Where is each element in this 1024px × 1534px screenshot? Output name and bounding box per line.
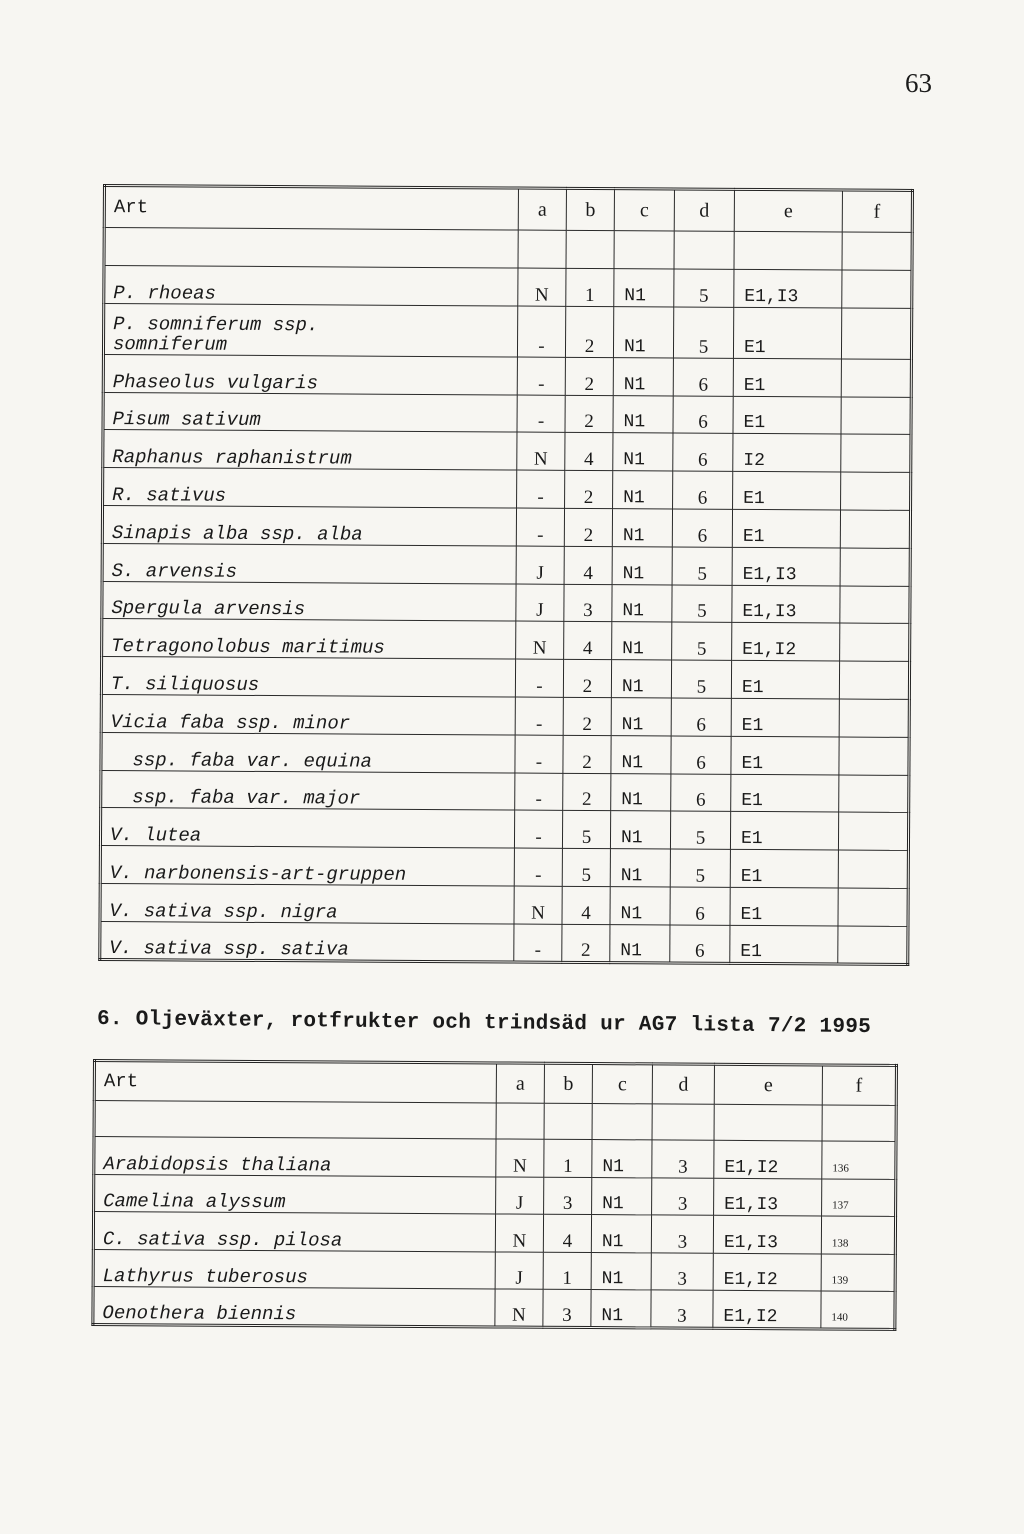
cell-d: 3 (651, 1290, 713, 1328)
cell-f (841, 359, 911, 397)
cell-d: 3 (652, 1178, 714, 1216)
cell-a: N (496, 1139, 544, 1177)
cell-b: 2 (563, 659, 611, 697)
cell-f (841, 308, 911, 359)
table-row (100, 883, 908, 926)
cell-c: N1 (610, 924, 670, 962)
spacer-row (104, 228, 912, 271)
cell-e: E1,I2 (713, 1253, 821, 1291)
cell-b: 1 (566, 268, 614, 306)
species-name-cell: C. sativa ssp. pilosa (93, 1212, 495, 1252)
species-name-line-1: P. somniferum ssp. (113, 312, 319, 337)
cell-d: 6 (670, 887, 730, 925)
cell-c: N1 (613, 357, 673, 395)
column-header-b: b (566, 188, 614, 230)
cell-c: N1 (591, 1290, 651, 1328)
cell-b: 3 (564, 584, 612, 622)
cell-d: 5 (673, 307, 733, 358)
table-row (103, 392, 911, 435)
cell-f (839, 775, 909, 813)
cell-a: - (514, 810, 562, 848)
cell-c: N1 (592, 1177, 652, 1215)
cell-e: E1,I3 (732, 585, 840, 623)
cell-d: 5 (670, 849, 730, 887)
table-row (102, 619, 910, 662)
cell-c: N1 (591, 1252, 651, 1290)
cell-e: E1,I3 (734, 269, 842, 307)
cell-e: E1 (733, 396, 841, 434)
cell-f (839, 661, 909, 699)
cell-e: E1 (731, 774, 839, 812)
cell-c: N1 (592, 1140, 652, 1178)
cell-c: N1 (613, 471, 673, 509)
table-row (94, 1137, 896, 1179)
section-heading: 6. Oljeväxter, rotfrukter och trindsäd ur AG7 lista 7/2 1995 (96, 1008, 872, 1040)
table-row (100, 846, 908, 889)
table-row (100, 921, 908, 964)
table-row (100, 808, 908, 851)
cell-f (842, 270, 912, 308)
species-name-cell: R. sativus (103, 468, 517, 508)
cell-c: N1 (610, 811, 670, 849)
cell-e: E1,I2 (713, 1291, 821, 1329)
cell-f (839, 699, 909, 737)
table-row (101, 732, 909, 775)
cell-c: N1 (611, 698, 671, 736)
cell-b: 2 (562, 924, 610, 962)
cell-f: 136 (822, 1141, 896, 1179)
cell-b: 4 (564, 546, 612, 584)
spacer-row (94, 1101, 896, 1142)
table-row (102, 581, 910, 624)
cell-b: 1 (543, 1252, 591, 1290)
cell-f (840, 510, 910, 548)
column-header-a: a (518, 188, 566, 230)
cell-b: 4 (543, 1214, 591, 1252)
cell-e: E1,I2 (732, 623, 840, 661)
cell-b: 3 (543, 1290, 591, 1328)
cell-e: E1,I3 (732, 547, 840, 585)
table-header-row (94, 1061, 896, 1106)
cell-e: I2 (733, 434, 841, 472)
cell-f (840, 623, 910, 661)
table-row (93, 1287, 895, 1329)
table-row (101, 657, 909, 700)
cell-d: 3 (652, 1140, 714, 1178)
cell-a: N (495, 1214, 543, 1252)
cell-f (840, 586, 910, 624)
cell-b: 2 (565, 357, 613, 395)
cell-a: - (517, 306, 565, 357)
cell-a: N (516, 621, 564, 659)
table-2-body (93, 1137, 896, 1330)
cell-a: N (518, 268, 566, 306)
cell-a: - (514, 848, 562, 886)
cell-b: 2 (563, 735, 611, 773)
column-header-d: d (652, 1064, 714, 1104)
species-name-cell: Oenothera biennis (93, 1287, 495, 1327)
cell-a: - (516, 508, 564, 546)
cell-e: E1 (730, 850, 838, 888)
cell-d: 3 (651, 1253, 713, 1291)
table-row (102, 505, 910, 548)
species-name-cell: V. lutea (100, 808, 514, 848)
cell-d: 6 (671, 774, 731, 812)
table-row (103, 354, 911, 397)
table-row (104, 266, 912, 309)
species-name-cell: V. sativa ssp. nigra (100, 883, 514, 923)
cell-f: 140 (821, 1291, 895, 1329)
cell-b: 3 (544, 1177, 592, 1215)
cell-a: - (515, 697, 563, 735)
species-table-2 (91, 1059, 898, 1331)
species-name-cell: V. narbonensis-art-gruppen (100, 846, 514, 886)
cell-b: 2 (563, 697, 611, 735)
column-header-d: d (674, 189, 734, 231)
cell-a: J (496, 1177, 544, 1215)
table-row (103, 468, 911, 511)
cell-f: 137 (822, 1179, 896, 1217)
column-header-b: b (544, 1063, 592, 1103)
cell-d: 6 (673, 358, 733, 396)
cell-e: E1 (730, 887, 838, 925)
table-row (102, 543, 910, 586)
cell-f (840, 548, 910, 586)
cell-a: - (515, 659, 563, 697)
species-name-cell: Lathyrus tuberosus (93, 1249, 495, 1289)
cell-d: 3 (651, 1215, 713, 1253)
cell-e: E1 (731, 736, 839, 774)
cell-f (838, 926, 908, 964)
table-header-row (104, 186, 912, 233)
cell-a: J (516, 584, 564, 622)
cell-c: N1 (614, 269, 674, 307)
table-row (93, 1212, 895, 1254)
cell-c: N1 (612, 584, 672, 622)
species-name-cell: ssp. faba var. equina (101, 732, 515, 772)
cell-d: 6 (673, 471, 733, 509)
cell-e: E1 (730, 925, 838, 963)
column-header-art: Art (104, 186, 518, 231)
cell-d: 6 (670, 925, 730, 963)
cell-c: N1 (591, 1215, 651, 1253)
cell-a: N (495, 1289, 543, 1327)
species-name-cell: Raphanus raphanistrum (103, 430, 517, 470)
table-row (101, 694, 909, 737)
cell-e: E1,I2 (714, 1140, 822, 1178)
cell-f (841, 434, 911, 472)
cell-e: E1,I3 (714, 1178, 822, 1216)
species-name-cell: V. sativa ssp. sativa (100, 921, 514, 961)
cell-a: - (515, 773, 563, 811)
cell-e: E1 (733, 358, 841, 396)
cell-f (838, 850, 908, 888)
table-row (94, 1174, 896, 1216)
cell-d: 6 (671, 736, 731, 774)
cell-d: 5 (672, 585, 732, 623)
cell-d: 6 (673, 433, 733, 471)
cell-c: N1 (613, 306, 673, 357)
cell-e: E1 (733, 472, 841, 510)
column-header-c: c (614, 189, 674, 231)
species-table-1 (98, 184, 914, 965)
cell-e: E1 (733, 307, 841, 359)
species-name-cell: P. rhoeas (104, 266, 518, 306)
cell-a: J (495, 1252, 543, 1290)
cell-d: 5 (670, 811, 730, 849)
species-name-cell: Tetragonolobus maritimus (102, 619, 516, 659)
species-name-cell: Sinapis alba ssp. alba (102, 505, 516, 545)
table-row (103, 303, 911, 359)
species-name-cell: ssp. faba var. major (101, 770, 515, 810)
cell-b: 2 (565, 471, 613, 509)
column-header-a: a (496, 1063, 544, 1103)
cell-b: 5 (562, 848, 610, 886)
table-1-body (100, 266, 912, 964)
cell-c: N1 (611, 660, 671, 698)
cell-c: N1 (611, 773, 671, 811)
cell-c: N1 (613, 433, 673, 471)
cell-d: 6 (671, 698, 731, 736)
cell-c: N1 (611, 735, 671, 773)
cell-a: N (517, 432, 565, 470)
cell-b: 2 (563, 773, 611, 811)
table-row (103, 430, 911, 473)
cell-b: 2 (564, 508, 612, 546)
cell-f: 138 (821, 1216, 895, 1254)
cell-d: 5 (674, 269, 734, 307)
species-name-cell: S. arvensis (102, 543, 516, 583)
cell-c: N1 (612, 509, 672, 547)
cell-c: N1 (612, 546, 672, 584)
cell-b: 4 (565, 433, 613, 471)
cell-a: J (516, 546, 564, 584)
column-header-e: e (714, 1064, 822, 1105)
column-header-c: c (592, 1064, 652, 1104)
cell-b: 4 (562, 886, 610, 924)
species-name-cell: Phaseolus vulgaris (103, 354, 517, 394)
column-header-e: e (734, 189, 842, 232)
cell-b: 1 (544, 1139, 592, 1177)
cell-f (841, 472, 911, 510)
species-name-line-2: somniferum (112, 332, 228, 356)
cell-e: E1,I3 (713, 1215, 821, 1253)
species-name-cell: Arabidopsis thaliana (94, 1137, 496, 1177)
cell-a: - (514, 924, 562, 962)
cell-f (838, 812, 908, 850)
cell-e: E1 (731, 698, 839, 736)
cell-a: N (514, 886, 562, 924)
species-name-cell: Camelina alyssum (94, 1174, 496, 1214)
column-header-f: f (822, 1065, 896, 1105)
table-row (101, 770, 909, 813)
cell-d: 5 (671, 660, 731, 698)
cell-b: 2 (565, 395, 613, 433)
cell-a: - (517, 470, 565, 508)
cell-c: N1 (613, 395, 673, 433)
cell-d: 5 (672, 622, 732, 660)
column-header-art: Art (94, 1061, 496, 1103)
species-name-cell: Pisum sativum (103, 392, 517, 432)
cell-b: 5 (562, 811, 610, 849)
cell-f: 139 (821, 1254, 895, 1292)
cell-f (839, 737, 909, 775)
cell-d: 6 (673, 396, 733, 434)
species-name-cell: Spergula arvensis (102, 581, 516, 621)
cell-a: - (517, 357, 565, 395)
cell-e: E1 (730, 812, 838, 850)
cell-a: - (517, 395, 565, 433)
cell-b: 4 (564, 622, 612, 660)
cell-d: 5 (672, 547, 732, 585)
cell-f (838, 888, 908, 926)
cell-c: N1 (610, 849, 670, 887)
cell-b: 2 (565, 306, 613, 357)
species-name-cell: Vicia faba ssp. minor (101, 694, 515, 734)
cell-c: N1 (612, 622, 672, 660)
cell-f (841, 397, 911, 435)
cell-d: 6 (672, 509, 732, 547)
species-name-cell (103, 303, 517, 357)
cell-e: E1 (731, 661, 839, 699)
species-name-cell: T. siliquosus (101, 657, 515, 697)
cell-a: - (515, 735, 563, 773)
column-header-f: f (842, 190, 912, 232)
cell-c: N1 (610, 887, 670, 925)
table-row (93, 1249, 895, 1291)
page-number: 63 (905, 68, 932, 98)
cell-e: E1 (732, 509, 840, 547)
